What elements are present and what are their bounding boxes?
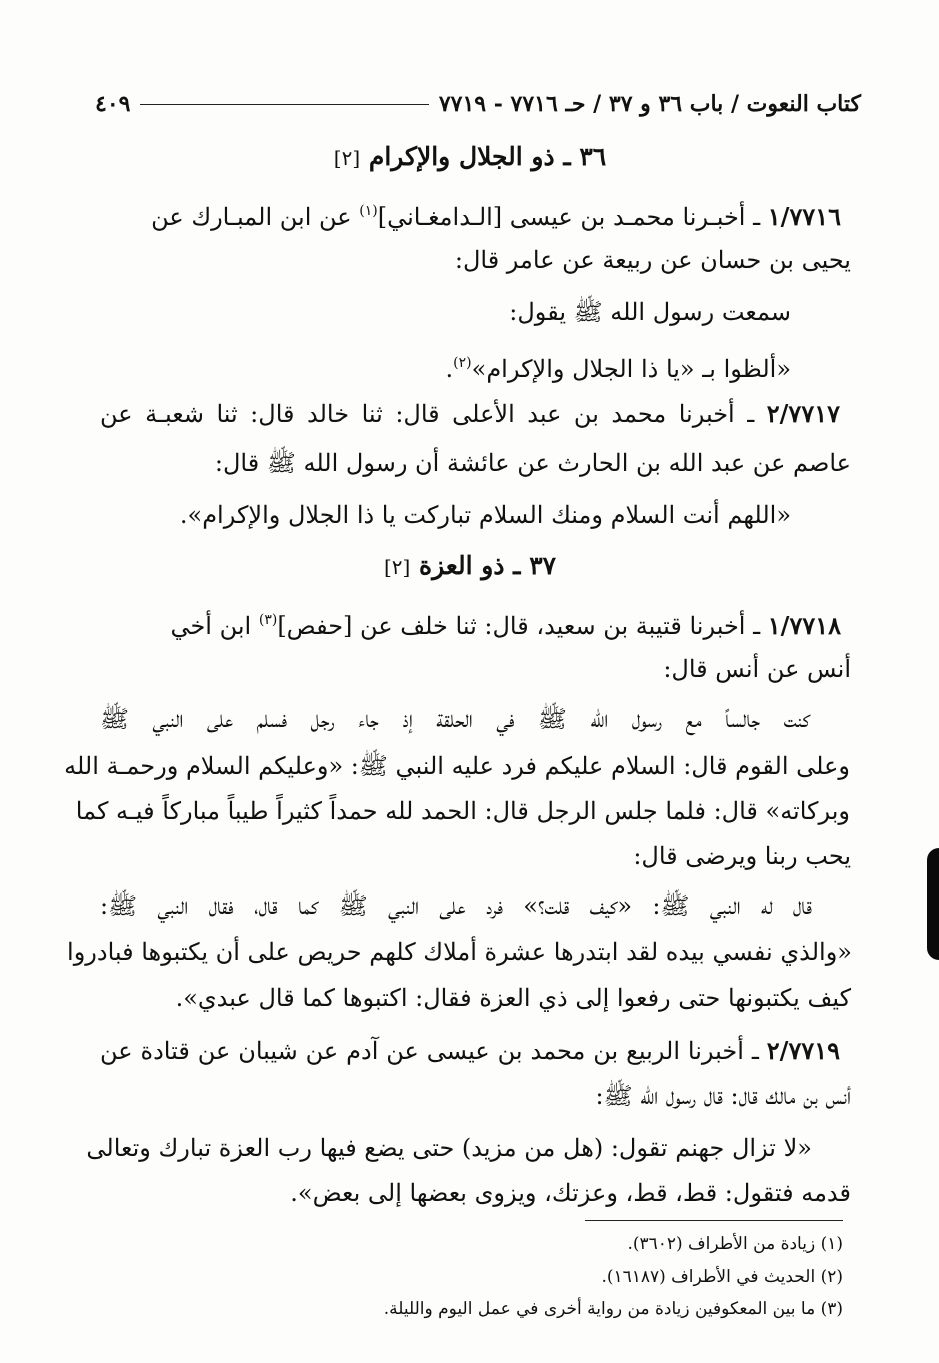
footnote-ref: (١) [359, 203, 378, 219]
footnote: (٣) ما بين المعكوفين زيادة من رواية أخرى في عمل اليوم والليلة. [383, 1299, 843, 1319]
hadith-line: وبركاته» قال: فلما جلس الرجل قال: الحمد لله حمداً كثيراً طيباً مباركاً فيـه كما [75, 797, 850, 825]
hadith-line: قال له النبي ﷺ: «كيف قلت؟» فرد على النبي ﷺ كما قال، فقال النبي ﷺ: [100, 892, 812, 920]
footnote-ref: (٣) [258, 612, 278, 628]
hadith-number: ٢/٧٧١٧ [766, 399, 840, 428]
footnote: (٢) الحديث في الأطراف (١٦١٨٧). [601, 1267, 843, 1287]
hadith-line: ٢/٧٧١٩ ـ أخبرنا الربيع بن محمد بن عيسى عن آدم عن شيبان عن قتادة عن [100, 1036, 840, 1065]
chapter-heading: ٣٧ ـ ذو العزة [٢] [383, 551, 557, 580]
hadith-line: ١/٧٧١٨ ـ أخبرنا قتيبة بن سعيد، قال: ثنا خلف عن [حفص]$^{(٣)}$ ابن أخي [170, 611, 841, 640]
footnote-rule [585, 1220, 843, 1221]
hadith-line: أنس بن مالك قال: قال رسول الله ﷺ: [595, 1082, 851, 1110]
footnote-ref: (٢) [453, 355, 472, 371]
hadith-line: يحب ربنا ويرضى قال: [633, 842, 851, 870]
hadith-number: ٢/٧٧١٩ [766, 1036, 840, 1065]
hadith-line: قدمه فتقول: قط، قط، وعزتك، ويزوى بعضها إلى بعض». [290, 1179, 851, 1207]
hadith-number: ١/٧٧١٦ [767, 202, 841, 231]
hadith-line: عاصم عن عبد الله بن الحارث عن عائشة أن رسول الله ﷺ قال: [214, 449, 851, 477]
hadith-line: ٢/٧٧١٧ ـ أخبرنا محمد بن عبد الأعلى قال: ثنا خالد قال: ثنا شعبـة عن [100, 399, 840, 428]
chapter-heading: ٣٦ ـ ذو الجلال والإكرام [٢] [333, 142, 607, 171]
hadith-number: ١/٧٧١٨ [767, 611, 841, 640]
hadith-line: أنس عن أنس قال: [663, 655, 851, 683]
hadith-line: «لا تزال جهنم تقول: (هل من مزيد) حتى يضع فيها رب العزة تبارك وتعالى [86, 1134, 812, 1162]
hadith-line: كنت جالساً مع رسول الله ﷺ في الحلقة إذ جاء رجل فسلم على النبي ﷺ [100, 705, 810, 733]
hadith-line: ١/٧٧١٦ ـ أخبـرنا محمـد بن عيسى [الـدامغـاني]$^{(١)}$ عن ابن المبـارك عن [151, 202, 841, 231]
hadith-line: سمعت رسول الله ﷺ يقول: [509, 298, 791, 326]
hadith-line: «اللهم أنت السلام ومنك السلام تباركت يا ذا الجلال والإكرام». [179, 501, 791, 529]
header-title: كتاب النعوت / باب ٣٦ و ٣٧ / حـ ٧٧١٦ - ٧٧١٩ [438, 91, 861, 117]
hadith-line: كيف يكتبونها حتى رفعوا إلى ذي العزة فقال: اكتبوها كما قال عبدي». [175, 984, 851, 1012]
page-number: ٤٠٩ [95, 91, 131, 117]
hadith-line: «ألظوا بـ «يا ذا الجلال والإكرام»$^{(٢)}$. [445, 355, 791, 383]
hadith-line: يحيى بن حسان عن ربيعة عن عامر قال: [454, 246, 851, 274]
hadith-line: «والذي نفسي بيده لقد ابتدرها عشرة أملاك كلهم حريص على أن يكتبوها فبادروا [67, 938, 852, 966]
header-rule [140, 104, 428, 105]
running-header [95, 84, 861, 124]
hadith-line: وعلى القوم قال: السلام عليكم فرد عليه النبي ﷺ: «وعليكم السلام ورحمـة الله [64, 752, 850, 780]
footnote: (١) زيادة من الأطراف (٣٦٠٢). [627, 1234, 843, 1254]
page-edge-mark [927, 848, 939, 960]
